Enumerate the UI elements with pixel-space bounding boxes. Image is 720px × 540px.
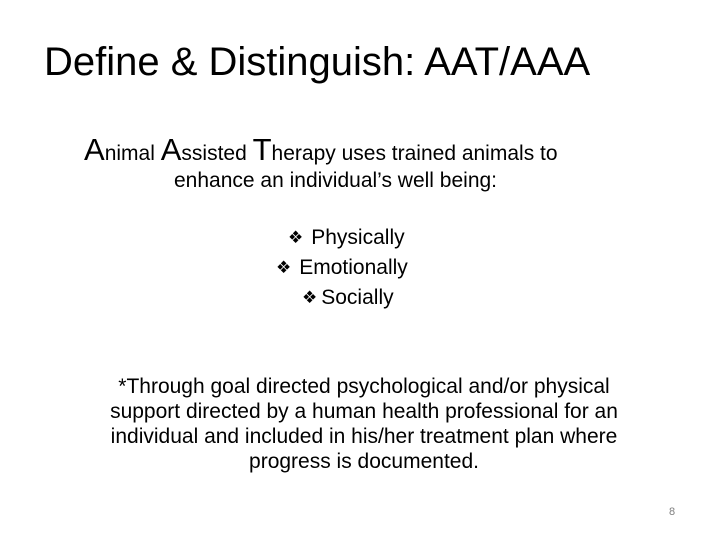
footnote-line: *Through goal directed psychological and/or physical xyxy=(118,375,610,398)
bullet-item-physically xyxy=(288,223,405,253)
bullet-item-socially xyxy=(302,283,394,313)
page-number: 8 xyxy=(668,506,676,518)
footnote-line: support directed by a human health professional for an xyxy=(110,400,618,423)
definition-word-a1: nimal xyxy=(104,142,161,165)
diamond-flower-bullet-icon: ❖ xyxy=(302,288,318,307)
footnote-line: individual and included in his/her treatment plan where xyxy=(110,425,618,448)
definition-cap-a2: A xyxy=(160,132,182,167)
bullet-text: Socially xyxy=(321,286,394,309)
diamond-flower-bullet-icon: ❖ xyxy=(288,228,304,247)
bullet-item-emotionally xyxy=(276,253,408,283)
footnote xyxy=(40,374,688,474)
definition-cap-a1: A xyxy=(84,132,105,167)
definition-cap-t: T xyxy=(252,132,272,167)
bullet-text: Emotionally xyxy=(299,256,408,279)
definition-line-2: enhance an individual’s well being: xyxy=(174,169,498,192)
definition-rest-line-1: herapy uses trained animals to xyxy=(271,142,558,165)
slide-title: Define & Distinguish: AAT/AAA xyxy=(44,40,591,84)
footnote-line: progress is documented. xyxy=(249,450,479,473)
bullet-text: Physically xyxy=(311,226,405,249)
diamond-flower-bullet-icon: ❖ xyxy=(276,258,292,277)
definition-word-a2: ssisted xyxy=(181,142,253,165)
